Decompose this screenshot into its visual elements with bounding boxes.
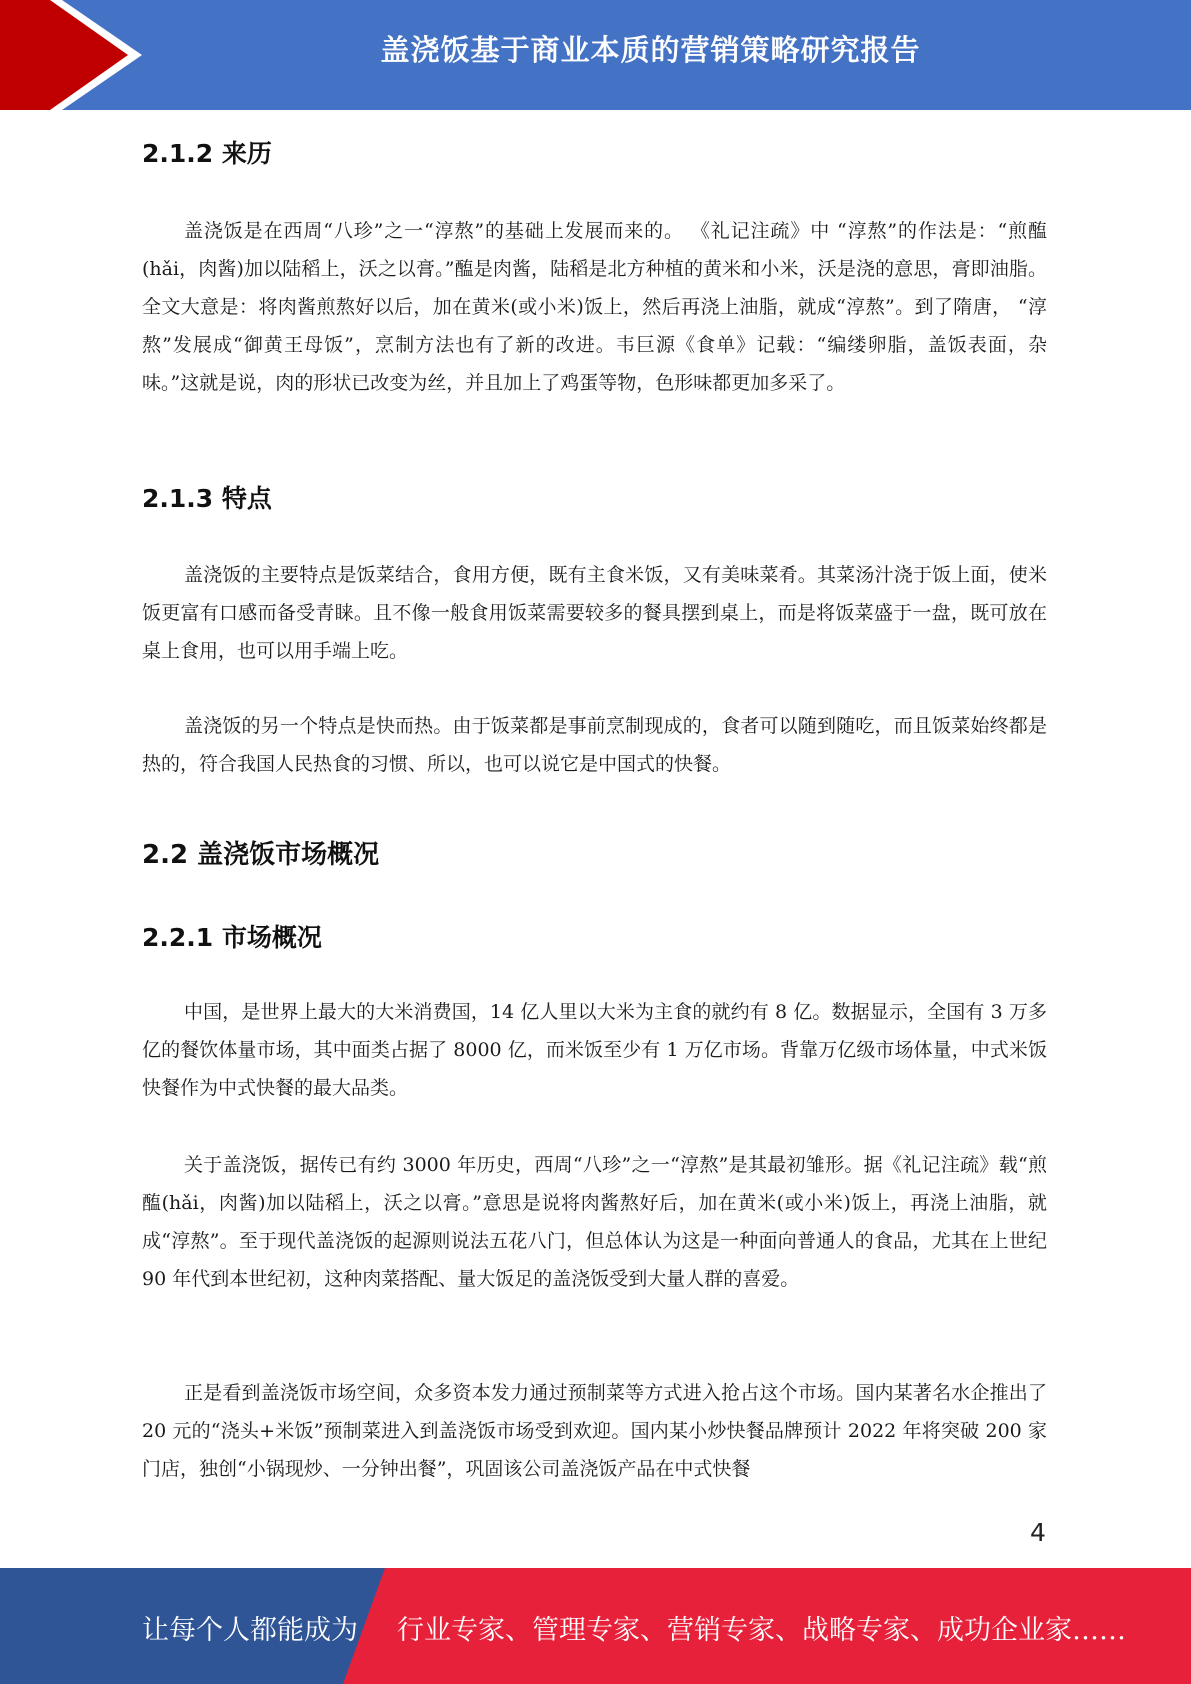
paragraph-features-1: 盖浇饭的主要特点是饭菜结合，食用方便，既有主食米饭，又有美味菜肴。其菜汤汁浇于饭上面，使米饭更富有口感而备受青睐。且不像一般食用饭菜需要较多的餐具摆到桌上，而是将饭菜盛于一盘，既可放在桌上食用，也可以用手端上吃。 <box>142 564 1047 662</box>
report-title: 盖浇饭基于商业本质的营销策略研究报告 <box>380 33 921 67</box>
page-footer <box>0 1568 1191 1684</box>
section-heading-2-1-2: 2.1.2 来历 <box>142 139 272 168</box>
footer-slogan-right: 行业专家、管理专家、营销专家、战略专家、成功企业家…… <box>397 1615 1126 1646</box>
footer-slogan-left: 让每个人都能成为 <box>142 1615 358 1646</box>
paragraph-market-3: 正是看到盖浇饭市场空间，众多资本发力通过预制菜等方式进入抢占这个市场。国内某著名水企推出了 20 元的“浇头+米饭”预制菜进入到盖浇饭市场受到欢迎。国内某小炒快餐品牌预计 2022 年将突破 200 家门店，独创“小锅现炒、一分钟出餐”，巩固该公司盖浇饭产品在中式快餐 <box>142 1382 1047 1480</box>
paragraph-features-2: 盖浇饭的另一个特点是快而热。由于饭菜都是事前烹制现成的，食者可以随到随吃，而且饭菜始终都是热的，符合我国人民热食的习惯、所以，也可以说它是中国式的快餐。 <box>142 715 1047 775</box>
page-number: 4 <box>1030 1518 1046 1547</box>
section-heading-2-2: 2.2 盖浇饭市场概况 <box>142 840 380 870</box>
paragraph-origin: 盖浇饭是在西周“八珍”之一“淳熬”的基础上发展而来的。 《礼记注疏》中 “淳熬”的作法是：“煎醢(hǎi，肉酱)加以陆稻上，沃之以膏。”醢是肉酱，陆稻是北方种植的黄米和小米，沃是浇的意思，膏即油脂。全文大意是：将肉酱煎熬好以后，加在黄米(或小米)饭上，然后再浇上油脂，就成“淳熬”。到了隋唐， “淳熬”发展成“御黄王母饭”，烹制方法也有了新的改进。韦巨源《食单》记载：“编缕卵脂，盖饭表面，杂味。”这就是说，肉的形状已改变为丝，并且加上了鸡蛋等物，色形味都更加多采了。 <box>142 220 1047 394</box>
section-heading-2-2-1: 2.2.1 市场概况 <box>142 923 322 952</box>
paragraph-market-2: 关于盖浇饭，据传已有约 3000 年历史，西周“八珍”之一“淳熬”是其最初雏形。据《礼记注疏》载“煎醢(hǎi，肉酱)加以陆稻上，沃之以膏。”意思是说将肉酱熬好后，加在黄米(或小米)饭上，再浇上油脂，就成“淳熬”。至于现代盖浇饭的起源则说法五花八门，但总体认为这是一种面向普通人的食品，尤其在上世纪 90 年代到本世纪初，这种肉菜搭配、量大饭足的盖浇饭受到大量人群的喜爱。 <box>142 1154 1047 1290</box>
section-heading-2-1-3: 2.1.3 特点 <box>142 484 272 513</box>
paragraph-market-1: 中国，是世界上最大的大米消费国，14 亿人里以大米为主食的就约有 8 亿。数据显示，全国有 3 万多亿的餐饮体量市场，其中面类占据了 8000 亿，而米饭至少有 1 万亿市场。背靠万亿级市场体量，中式米饭快餐作为中式快餐的最大品类。 <box>142 1001 1047 1099</box>
page-header <box>0 0 1191 110</box>
